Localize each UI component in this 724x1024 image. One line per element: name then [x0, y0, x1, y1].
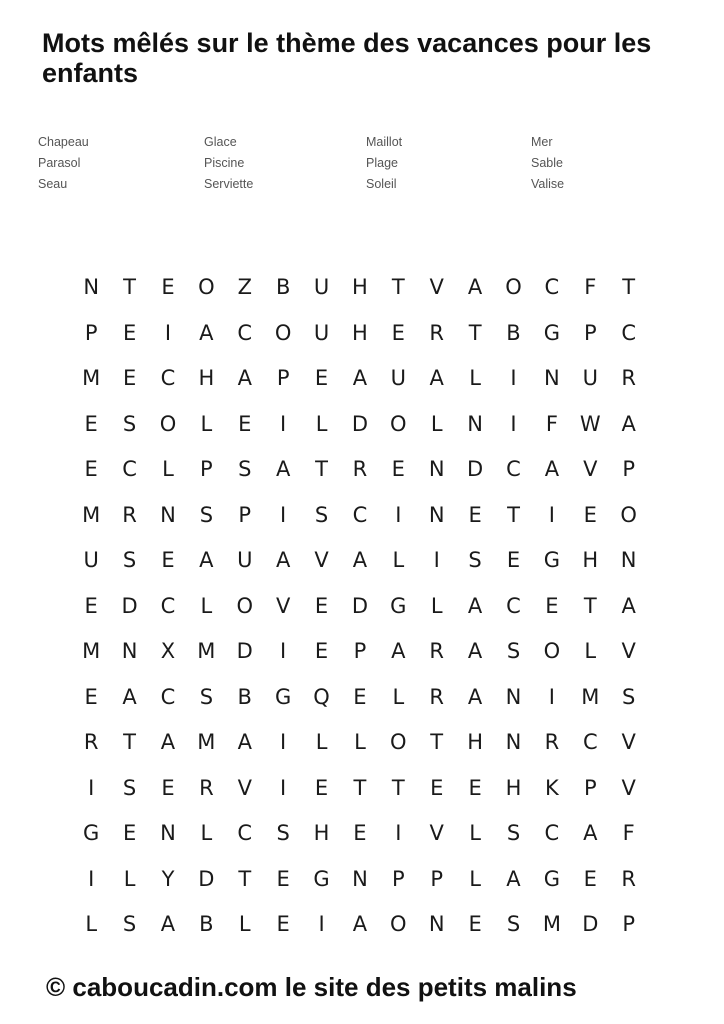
grid-letter[interactable]: V — [429, 275, 444, 299]
grid-letter[interactable]: O — [159, 411, 177, 436]
grid-letter[interactable]: P — [391, 866, 405, 891]
grid-letter[interactable]: R — [199, 775, 214, 800]
grid-letter[interactable]: N — [505, 730, 522, 754]
grid-letter[interactable]: I — [548, 502, 555, 527]
grid-letter[interactable]: B — [237, 684, 252, 709]
grid-letter[interactable]: A — [583, 821, 598, 845]
grid-letter[interactable]: E — [314, 775, 329, 800]
grid-letter[interactable]: H — [352, 275, 368, 299]
grid-letter[interactable]: A — [199, 320, 214, 345]
grid-letter[interactable]: O — [236, 593, 254, 618]
grid-letter[interactable]: H — [467, 730, 483, 754]
grid-letter[interactable]: D — [236, 639, 253, 663]
word-list-item: Maillot — [366, 135, 403, 149]
grid-letter[interactable]: S — [122, 775, 137, 800]
grid-letter[interactable]: L — [200, 411, 213, 436]
grid-letter[interactable]: S — [506, 912, 521, 936]
grid-letter[interactable]: S — [506, 639, 521, 663]
grid-letter[interactable]: E — [314, 593, 329, 618]
grid-letter[interactable]: E — [314, 639, 329, 663]
grid-letter[interactable]: A — [429, 366, 444, 390]
grid-letter[interactable]: N — [544, 366, 560, 390]
grid-letter[interactable]: N — [428, 457, 445, 481]
grid-letter[interactable]: G — [390, 593, 407, 618]
grid-letter[interactable]: L — [238, 912, 251, 936]
grid-letter[interactable]: L — [430, 593, 443, 618]
grid-letter[interactable]: D — [121, 593, 138, 618]
grid-letter[interactable]: R — [83, 730, 99, 754]
grid-letter[interactable]: S — [506, 821, 521, 845]
grid-letter[interactable]: G — [543, 866, 561, 891]
grid-letter[interactable]: L — [123, 866, 136, 891]
grid-letter[interactable]: I — [395, 821, 402, 845]
grid-letter[interactable]: A — [467, 684, 483, 709]
grid-letter[interactable]: Z — [237, 275, 252, 299]
grid-letter[interactable]: A — [467, 593, 483, 618]
grid-letter[interactable]: E — [391, 320, 405, 345]
grid-letter[interactable]: V — [429, 821, 444, 845]
grid-letter[interactable]: D — [467, 457, 484, 481]
grid-letter[interactable]: C — [122, 457, 137, 481]
grid-letter[interactable]: H — [505, 775, 522, 800]
grid-letter[interactable]: E — [468, 912, 482, 936]
grid-letter[interactable]: A — [352, 912, 368, 936]
grid-letter[interactable]: N — [620, 548, 637, 572]
grid-letter[interactable]: E — [353, 684, 367, 709]
grid-letter[interactable]: V — [314, 548, 329, 572]
grid-letter[interactable]: A — [544, 457, 560, 481]
grid-letter[interactable]: T — [622, 275, 636, 299]
grid-letter[interactable]: D — [351, 593, 369, 618]
grid-letter[interactable]: C — [544, 275, 560, 299]
grid-letter[interactable]: G — [83, 821, 100, 845]
grid-letter[interactable]: I — [88, 866, 95, 891]
grid-letter[interactable]: L — [315, 411, 328, 436]
grid-letter[interactable]: I — [395, 502, 402, 527]
grid-letter[interactable]: A — [160, 912, 176, 936]
grid-letter[interactable]: E — [84, 411, 98, 436]
grid-letter[interactable]: C — [621, 320, 636, 345]
grid-letter[interactable]: C — [160, 593, 176, 618]
grid-letter[interactable]: E — [391, 457, 405, 481]
grid-letter[interactable]: E — [84, 593, 98, 618]
grid-letter[interactable]: U — [83, 548, 99, 572]
grid-letter[interactable]: I — [548, 684, 555, 709]
grid-letter[interactable]: F — [545, 411, 558, 436]
grid-letter[interactable]: E — [545, 593, 559, 618]
grid-letter[interactable]: S — [122, 912, 137, 936]
grid-letter[interactable]: V — [237, 775, 252, 800]
grid-letter[interactable]: O — [390, 730, 407, 754]
grid-letter[interactable]: G — [543, 320, 561, 345]
grid-letter[interactable]: U — [237, 548, 253, 572]
grid-letter[interactable]: S — [122, 548, 137, 572]
grid-letter[interactable]: V — [621, 775, 636, 800]
grid-letter[interactable]: T — [123, 730, 136, 754]
grid-letter[interactable]: C — [160, 684, 176, 709]
grid-letter[interactable]: L — [469, 866, 481, 891]
grid-letter[interactable]: I — [88, 775, 95, 800]
grid-letter[interactable]: M — [82, 366, 101, 390]
grid-letter[interactable]: O — [543, 639, 561, 663]
grid-letter[interactable]: H — [198, 366, 215, 390]
grid-letter[interactable]: E — [238, 411, 252, 436]
grid-letter[interactable]: L — [430, 411, 443, 436]
grid-letter[interactable]: A — [391, 639, 406, 663]
grid-letter[interactable]: N — [160, 502, 176, 527]
grid-letter[interactable]: R — [621, 866, 636, 891]
grid-letter[interactable]: P — [583, 775, 597, 800]
grid-letter[interactable]: A — [621, 593, 636, 618]
grid-letter[interactable]: E — [583, 502, 597, 527]
grid-letter[interactable]: X — [160, 639, 176, 663]
grid-letter[interactable]: O — [620, 502, 637, 527]
grid-letter[interactable]: T — [315, 457, 328, 481]
grid-letter[interactable]: W — [579, 411, 601, 436]
grid-letter[interactable]: G — [275, 684, 292, 709]
grid-letter[interactable]: L — [392, 684, 405, 709]
grid-letter[interactable]: F — [584, 275, 597, 299]
grid-letter[interactable]: R — [429, 684, 444, 709]
grid-letter[interactable]: S — [199, 684, 214, 709]
grid-letter[interactable]: B — [199, 912, 214, 936]
grid-letter[interactable]: R — [544, 730, 560, 754]
grid-letter[interactable]: A — [275, 548, 291, 572]
grid-letter[interactable]: E — [430, 775, 444, 800]
grid-letter[interactable]: G — [313, 866, 330, 891]
grid-letter[interactable]: P — [622, 457, 635, 481]
word-list-item: Chapeau — [38, 135, 89, 149]
grid-letter[interactable]: C — [237, 320, 253, 345]
grid-letter[interactable]: Y — [161, 866, 175, 891]
word-list-item: Serviette — [204, 177, 254, 191]
grid-letter[interactable]: C — [506, 593, 521, 618]
grid-letter[interactable]: E — [161, 275, 175, 299]
grid-letter[interactable]: O — [274, 320, 292, 345]
grid-letter[interactable]: V — [275, 593, 291, 618]
grid-letter[interactable]: N — [160, 821, 176, 845]
grid-letter[interactable]: N — [428, 502, 445, 527]
grid-letter[interactable]: E — [468, 502, 482, 527]
grid-letter[interactable]: T — [391, 275, 405, 299]
grid-letter[interactable]: L — [354, 730, 366, 754]
word-list-item: Mer — [531, 135, 553, 149]
word-list-item: Soleil — [366, 177, 397, 191]
grid-letter[interactable]: L — [469, 821, 481, 845]
grid-letter[interactable]: C — [160, 366, 176, 390]
grid-letter[interactable]: O — [198, 275, 215, 299]
grid-letter[interactable]: S — [199, 502, 214, 527]
grid-letter[interactable]: Q — [313, 684, 330, 709]
word-list-item: Sable — [531, 156, 563, 170]
grid-letter[interactable]: V — [583, 457, 598, 481]
grid-letter[interactable]: O — [505, 275, 522, 299]
grid-letter[interactable]: H — [352, 320, 368, 345]
grid-letter[interactable]: M — [542, 912, 561, 936]
grid-letter[interactable]: P — [622, 912, 635, 936]
grid-letter[interactable]: I — [318, 912, 325, 936]
grid-letter[interactable]: R — [429, 639, 444, 663]
grid-letter[interactable]: P — [276, 366, 290, 390]
grid-letter[interactable]: A — [237, 366, 252, 390]
grid-letter[interactable]: V — [621, 730, 636, 754]
grid-letter[interactable]: A — [352, 366, 368, 390]
grid-letter[interactable]: P — [430, 866, 444, 891]
grid-letter[interactable]: T — [123, 275, 136, 299]
grid-letter[interactable]: U — [313, 275, 330, 299]
grid-letter[interactable]: F — [622, 821, 635, 845]
grid-letter[interactable]: M — [197, 730, 216, 754]
grid-letter[interactable]: T — [391, 775, 405, 800]
grid-letter[interactable]: C — [544, 821, 560, 845]
grid-letter[interactable]: C — [506, 457, 521, 481]
grid-letter[interactable]: T — [583, 593, 597, 618]
grid-letter[interactable]: U — [582, 366, 598, 390]
grid-letter[interactable]: A — [506, 866, 521, 891]
word-list-item: Parasol — [38, 156, 81, 170]
grid-letter[interactable]: I — [280, 502, 287, 527]
grid-letter[interactable]: T — [430, 730, 444, 754]
grid-letter[interactable]: O — [390, 912, 407, 936]
grid-letter[interactable]: C — [237, 821, 253, 845]
grid-letter[interactable]: S — [468, 548, 482, 572]
grid-letter[interactable]: U — [390, 366, 406, 390]
grid-letter[interactable]: S — [238, 457, 252, 481]
grid-letter[interactable]: H — [313, 821, 330, 845]
grid-letter[interactable]: E — [353, 821, 367, 845]
grid-letter[interactable]: L — [85, 912, 98, 936]
grid-letter[interactable]: A — [199, 548, 214, 572]
grid-letter[interactable]: A — [160, 730, 176, 754]
grid-letter[interactable]: L — [392, 548, 405, 572]
grid-letter[interactable]: D — [351, 411, 369, 436]
grid-letter[interactable]: E — [122, 366, 137, 390]
grid-letter[interactable]: T — [238, 866, 252, 891]
grid-letter[interactable]: P — [200, 457, 213, 481]
grid-letter[interactable]: E — [122, 821, 137, 845]
grid-letter[interactable]: R — [122, 502, 137, 527]
word-list-item: Piscine — [204, 156, 245, 170]
grid-letter[interactable]: B — [506, 320, 521, 345]
grid-letter[interactable]: T — [507, 502, 520, 527]
grid-letter[interactable]: I — [280, 411, 287, 436]
grid-letter[interactable]: A — [237, 730, 252, 754]
grid-letter[interactable]: D — [582, 912, 599, 936]
grid-letter[interactable]: M — [82, 639, 101, 663]
grid-letter[interactable]: I — [510, 366, 517, 390]
grid-letter[interactable]: G — [543, 548, 561, 572]
grid-letter[interactable]: U — [313, 320, 330, 345]
grid-letter[interactable]: E — [84, 684, 98, 709]
grid-letter[interactable]: A — [275, 457, 291, 481]
grid-letter[interactable]: R — [352, 457, 368, 481]
grid-letter[interactable]: E — [276, 912, 290, 936]
grid-letter[interactable]: C — [582, 730, 598, 754]
grid-letter[interactable]: N — [121, 639, 138, 663]
grid-letter[interactable]: M — [82, 502, 101, 527]
grid-letter[interactable]: N — [83, 275, 100, 299]
grid-letter[interactable]: C — [352, 502, 368, 527]
grid-letter[interactable]: A — [122, 684, 137, 709]
grid-letter[interactable]: R — [621, 366, 636, 390]
word-list — [38, 134, 698, 192]
grid-letter[interactable]: T — [468, 320, 482, 345]
grid-letter[interactable]: E — [84, 457, 98, 481]
word-list-item: Valise — [531, 177, 565, 191]
word-list-item: Plage — [366, 156, 398, 170]
grid-letter[interactable]: P — [353, 639, 367, 663]
grid-letter[interactable]: E — [314, 366, 329, 390]
grid-letter[interactable]: N — [428, 912, 445, 936]
grid-letter[interactable]: A — [352, 548, 368, 572]
grid-letter[interactable]: S — [621, 684, 636, 709]
grid-letter[interactable]: P — [583, 320, 597, 345]
grid-letter[interactable]: L — [584, 639, 597, 663]
grid-letter[interactable]: E — [583, 866, 597, 891]
word-list-item: Seau — [38, 177, 68, 191]
grid-letter[interactable]: E — [122, 320, 137, 345]
grid-letter[interactable]: P — [238, 502, 252, 527]
grid-letter[interactable]: E — [161, 775, 175, 800]
page-title: Mots mêlés sur le thème des vacances pour les enfants — [42, 28, 652, 88]
grid-letter[interactable]: S — [276, 821, 290, 845]
grid-letter[interactable]: O — [390, 411, 407, 436]
grid-letter[interactable]: I — [280, 775, 287, 800]
grid-letter[interactable]: N — [467, 411, 483, 436]
grid-letter[interactable]: R — [429, 320, 444, 345]
grid-letter[interactable]: M — [581, 684, 600, 709]
grid-letter[interactable]: A — [467, 639, 483, 663]
grid-letter[interactable]: E — [468, 775, 482, 800]
grid-letter[interactable]: I — [164, 320, 172, 345]
grid-letter[interactable]: L — [200, 821, 213, 845]
copyright-footer: © caboucadin.com le site des petits malins — [46, 972, 577, 1002]
grid-letter[interactable]: I — [280, 730, 287, 754]
grid-letter[interactable]: L — [162, 457, 174, 481]
grid-letter[interactable]: L — [315, 730, 328, 754]
grid-letter[interactable]: A — [621, 411, 636, 436]
letter-grid — [72, 270, 648, 953]
grid-letter[interactable]: A — [467, 275, 483, 299]
grid-letter[interactable]: K — [544, 775, 559, 800]
grid-letter[interactable]: L — [200, 593, 213, 618]
grid-letter[interactable]: I — [433, 548, 440, 572]
grid-letter[interactable]: L — [469, 366, 481, 390]
grid-letter[interactable]: D — [198, 866, 215, 891]
word-list-item: Glace — [204, 135, 237, 149]
grid-letter[interactable]: I — [280, 639, 287, 663]
grid-letter[interactable]: V — [621, 639, 636, 663]
grid-letter[interactable]: M — [197, 639, 216, 663]
grid-letter[interactable]: E — [506, 548, 521, 572]
grid-letter[interactable]: S — [314, 502, 329, 527]
grid-letter[interactable]: E — [161, 548, 175, 572]
grid-letter[interactable]: I — [510, 411, 517, 436]
grid-letter[interactable]: P — [84, 320, 98, 345]
grid-letter[interactable]: N — [352, 866, 368, 891]
grid-letter[interactable]: B — [275, 275, 291, 299]
grid-letter[interactable]: S — [122, 411, 137, 436]
grid-letter[interactable]: T — [353, 775, 367, 800]
grid-letter[interactable]: N — [505, 684, 522, 709]
grid-letter[interactable]: H — [582, 548, 599, 572]
grid-letter[interactable]: E — [276, 866, 290, 891]
